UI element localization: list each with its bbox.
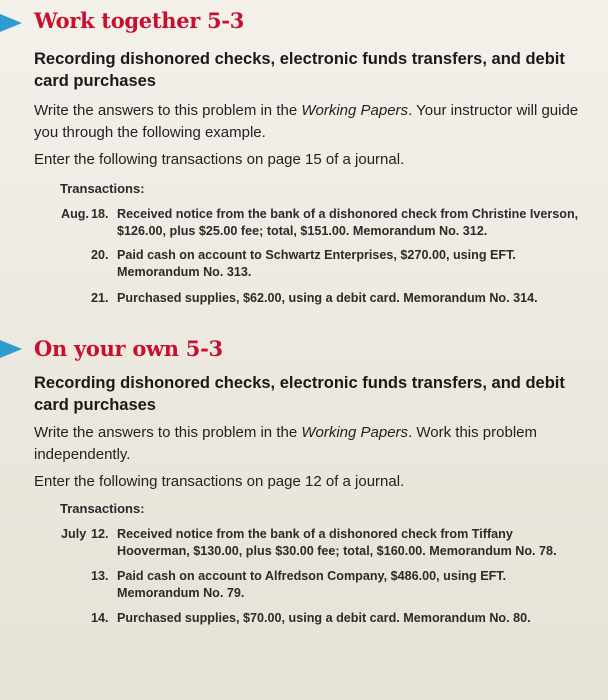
section-arrow-icon bbox=[0, 340, 22, 358]
section-title: On your own 5-3 bbox=[34, 336, 223, 361]
transaction-text: Received notice from the bank of a dishonored check from Christine Iverson, $126.00, plus $25.00 fee; total, $151.00. Memorandum No. 312. bbox=[117, 207, 579, 238]
transaction-month: Aug. bbox=[61, 207, 89, 221]
instructions-paragraph bbox=[34, 422, 554, 466]
instructions-paragraph bbox=[34, 100, 594, 144]
enter-transactions-text: Enter the following transactions on page 12 of a journal. bbox=[34, 473, 405, 490]
section-subtitle: Recording dishonored checks, electronic funds transfers, and debit card purchases bbox=[34, 374, 565, 414]
transaction-text: Paid cash on account to Alfredson Company, $486.00, using EFT. Memorandum No. 79. bbox=[117, 569, 507, 600]
transaction-text: Paid cash on account to Schwartz Enterprises, $270.00, using EFT. Memorandum No. 313. bbox=[117, 248, 516, 279]
instructions-text: Write the answers to this problem in the bbox=[34, 102, 302, 119]
transaction-day: 12. bbox=[91, 527, 109, 541]
transactions-label: Transactions: bbox=[60, 181, 145, 196]
working-papers-title: Working Papers bbox=[301, 424, 409, 441]
transaction-day: 14. bbox=[91, 611, 109, 625]
section-subtitle: Recording dishonored checks, electronic funds transfers, and debit card purchases bbox=[34, 50, 565, 90]
enter-transactions-text: Enter the following transactions on page 15 of a journal. bbox=[34, 151, 405, 168]
transaction-text: Received notice from the bank of a dishonored check from Tiffany Hooverman, $130.00, plus $30.00 fee; total, $160.00. Memorandum No. 78. bbox=[117, 527, 557, 558]
transaction-day: 20. bbox=[91, 248, 109, 262]
working-papers-title: Working Papers bbox=[301, 102, 409, 119]
transaction-text: Purchased supplies, $70.00, using a debit card. Memorandum No. 80. bbox=[117, 611, 531, 625]
transactions-label: Transactions: bbox=[60, 501, 145, 516]
transaction-day: 13. bbox=[91, 569, 109, 583]
section-title: Work together 5-3 bbox=[34, 8, 245, 33]
instructions-text-end: . Your instructor will guide you through the following example. bbox=[34, 102, 579, 141]
instructions-text-end: . Work this problem independently. bbox=[34, 424, 537, 463]
transaction-day: 18. bbox=[91, 207, 109, 221]
section-arrow-icon bbox=[0, 14, 22, 32]
transaction-text: Purchased supplies, $62.00, using a debit card. Memorandum No. 314. bbox=[117, 291, 538, 305]
transaction-month: July bbox=[61, 527, 87, 541]
instructions-text: Write the answers to this problem in the bbox=[34, 424, 302, 441]
transaction-day: 21. bbox=[91, 291, 109, 305]
